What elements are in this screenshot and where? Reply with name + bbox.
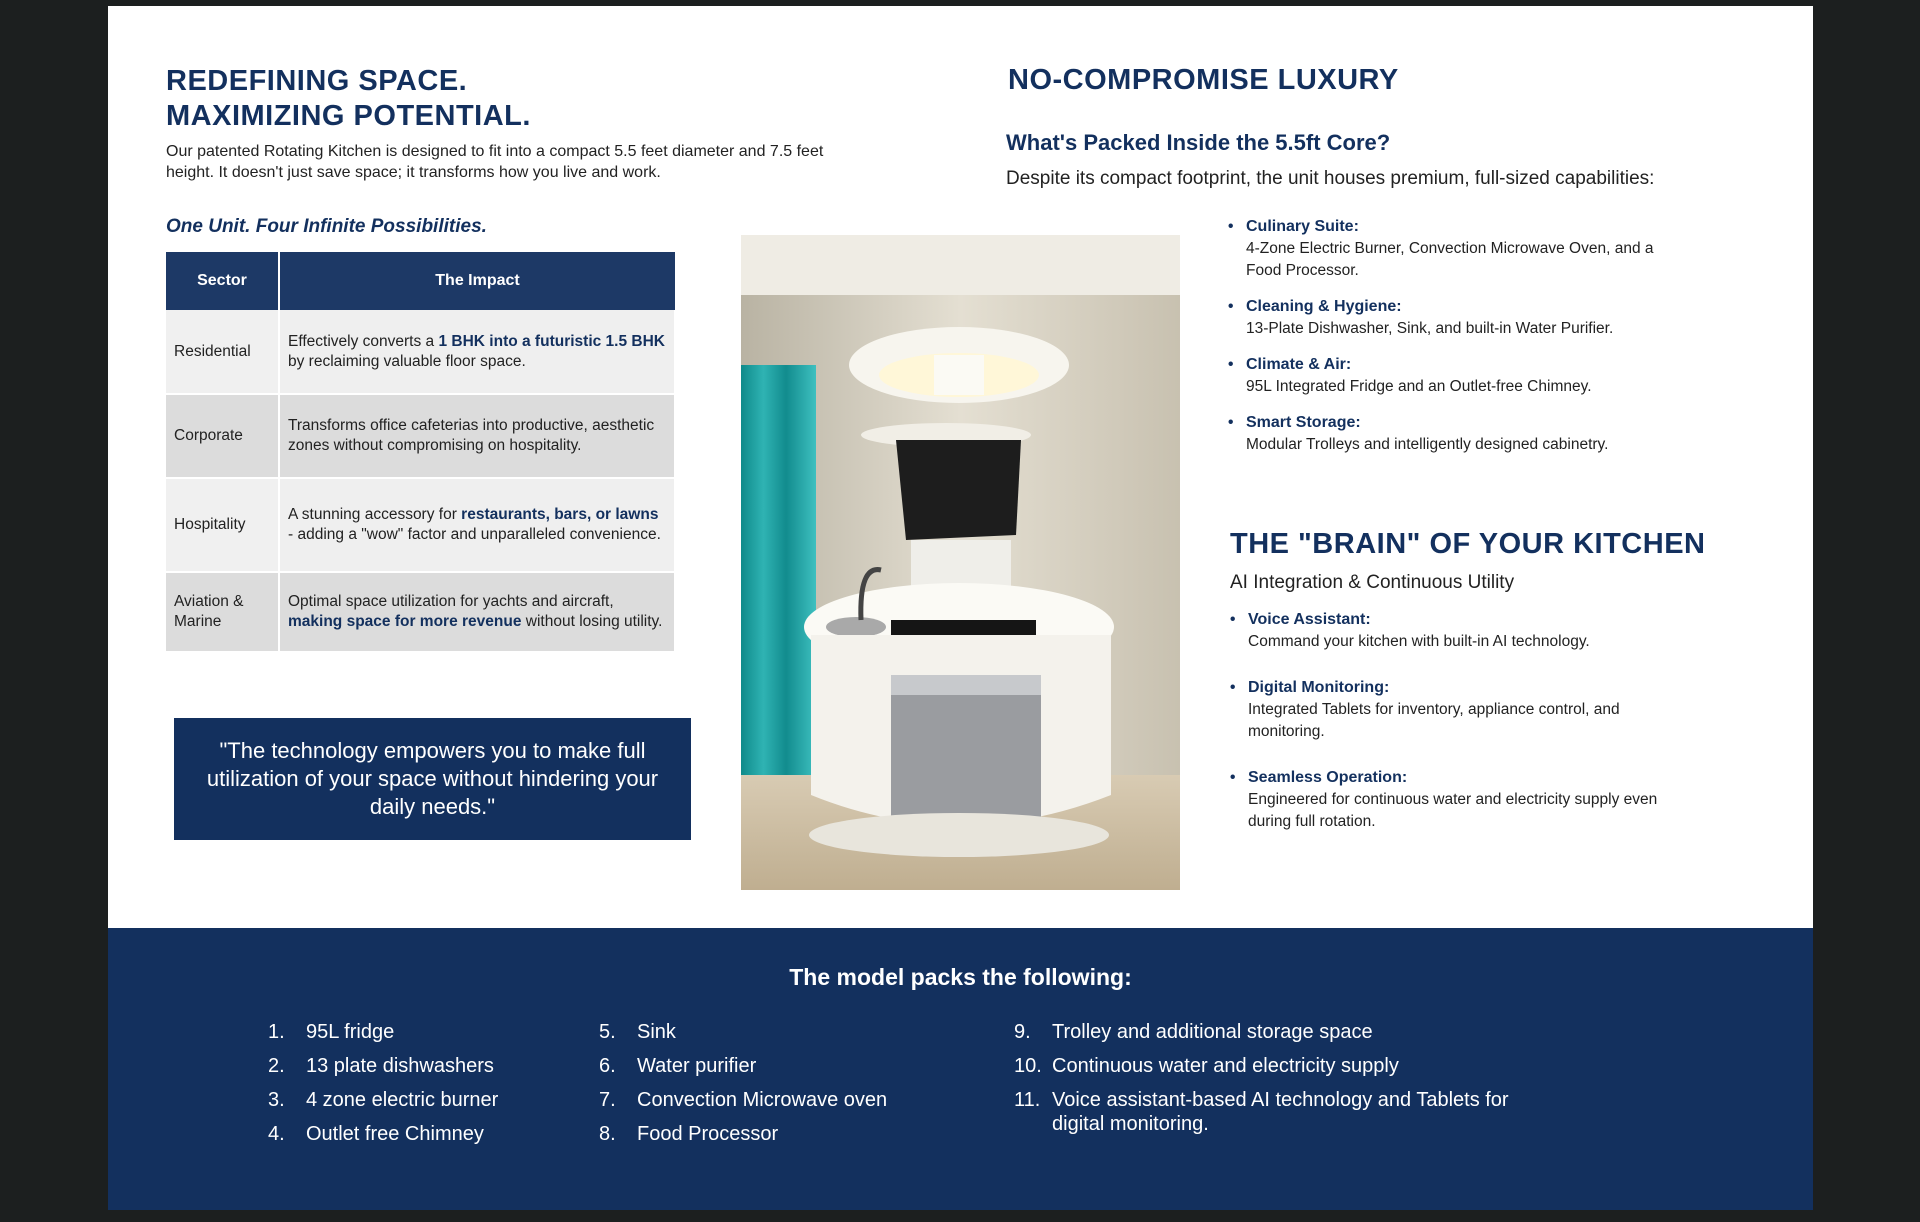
list-item: 2. 13 plate dishwashers <box>268 1055 494 1077</box>
sector-cell: Hospitality <box>166 478 279 572</box>
list-item: • Seamless Operation: Engineered for continuous water and electricity supply even during full rotation. <box>1230 767 1690 833</box>
left-heading <box>166 64 531 134</box>
table-row <box>166 310 675 394</box>
impact-cell: A stunning accessory for restaurants, bars, or lawns - adding a "wow" factor and unparalleled convenience. <box>279 478 675 572</box>
sector-cell: Aviation & Marine <box>166 572 279 652</box>
list-item: • Culinary Suite: 4-Zone Electric Burner, Convection Microwave Oven, and a Food Processor. <box>1228 216 1688 282</box>
list-item: 3. 4 zone electric burner <box>268 1089 499 1111</box>
list-item: • Voice Assistant: Command your kitchen with built-in AI technology. <box>1230 609 1690 653</box>
left-intro: Our patented Rotating Kitchen is designed to fit into a compact 5.5 feet diameter and 7.5 feet height. It doesn't just save space; it transforms how you live and work. <box>166 143 824 181</box>
rotating-kitchen-illustration <box>741 235 1180 890</box>
sector-cell: Corporate <box>166 394 279 478</box>
band-list-col2 <box>599 1020 939 1156</box>
list-item: • Cleaning & Hygiene: 13-Plate Dishwasher, Sink, and built-in Water Purifier. <box>1228 296 1688 340</box>
impact-cell: Transforms office cafeterias into productive, aesthetic zones without compromising on hospitality. <box>279 394 675 478</box>
left-heading-line1: REDEFINING SPACE. <box>166 65 468 97</box>
kitchen-photo <box>741 235 1180 890</box>
feature-list <box>1228 216 1688 456</box>
sector-table <box>166 252 676 653</box>
band-list-col1 <box>268 1020 568 1156</box>
ai-feature-list <box>1230 609 1690 833</box>
header-impact: The Impact <box>279 252 675 310</box>
list-item: 4. Outlet free Chimney <box>268 1123 484 1145</box>
right-heading: NO-COMPROMISE LUXURY <box>1008 64 1399 96</box>
band-title: The model packs the following: <box>789 964 1132 990</box>
sector-cell: Residential <box>166 310 279 394</box>
list-item: 11. Voice assistant-based AI technology and Tablets for digital monitoring. <box>1014 1089 1509 1135</box>
list-item: 5. Sink <box>599 1021 676 1043</box>
band-list-col3 <box>1014 1020 1534 1146</box>
table-row <box>166 572 675 652</box>
quote-box <box>174 718 691 840</box>
table-header-row <box>166 252 675 310</box>
brain-subheading: AI Integration & Continuous Utility <box>1230 572 1515 593</box>
list-item: 10. Continuous water and electricity supply <box>1014 1055 1399 1077</box>
right-intro: Despite its compact footprint, the unit houses premium, full-sized capabilities: <box>1006 168 1655 189</box>
brain-heading: THE "BRAIN" OF YOUR KITCHEN <box>1230 528 1706 560</box>
table-title: One Unit. Four Infinite Possibilities. <box>166 216 487 237</box>
brochure-page <box>108 6 1813 1210</box>
table-row <box>166 394 675 478</box>
list-item: 9. Trolley and additional storage space <box>1014 1021 1373 1043</box>
list-item: 7. Convection Microwave oven <box>599 1089 888 1111</box>
list-item: • Smart Storage: Modular Trolleys and intelligently designed cabinetry. <box>1228 412 1688 456</box>
impact-cell: Effectively converts a 1 BHK into a futuristic 1.5 BHK by reclaiming valuable floor space. <box>279 310 675 394</box>
list-item: 6. Water purifier <box>599 1055 757 1077</box>
left-heading-line2: MAXIMIZING POTENTIAL. <box>166 100 531 132</box>
list-item: 1. 95L fridge <box>268 1021 395 1043</box>
header-sector: Sector <box>166 252 279 310</box>
table-row <box>166 478 675 572</box>
right-subheading: What's Packed Inside the 5.5ft Core? <box>1006 130 1391 155</box>
model-features-band <box>108 928 1813 1210</box>
list-item: • Climate & Air: 95L Integrated Fridge and an Outlet-free Chimney. <box>1228 354 1688 398</box>
list-item: 8. Food Processor <box>599 1123 779 1145</box>
list-item: • Digital Monitoring: Integrated Tablets for inventory, appliance control, and monitoring. <box>1230 677 1690 743</box>
quote-text: "The technology empowers you to make full utilization of your space without hindering your daily needs." <box>206 738 659 819</box>
impact-cell: Optimal space utilization for yachts and aircraft, making space for more revenue without losing utility. <box>279 572 675 652</box>
